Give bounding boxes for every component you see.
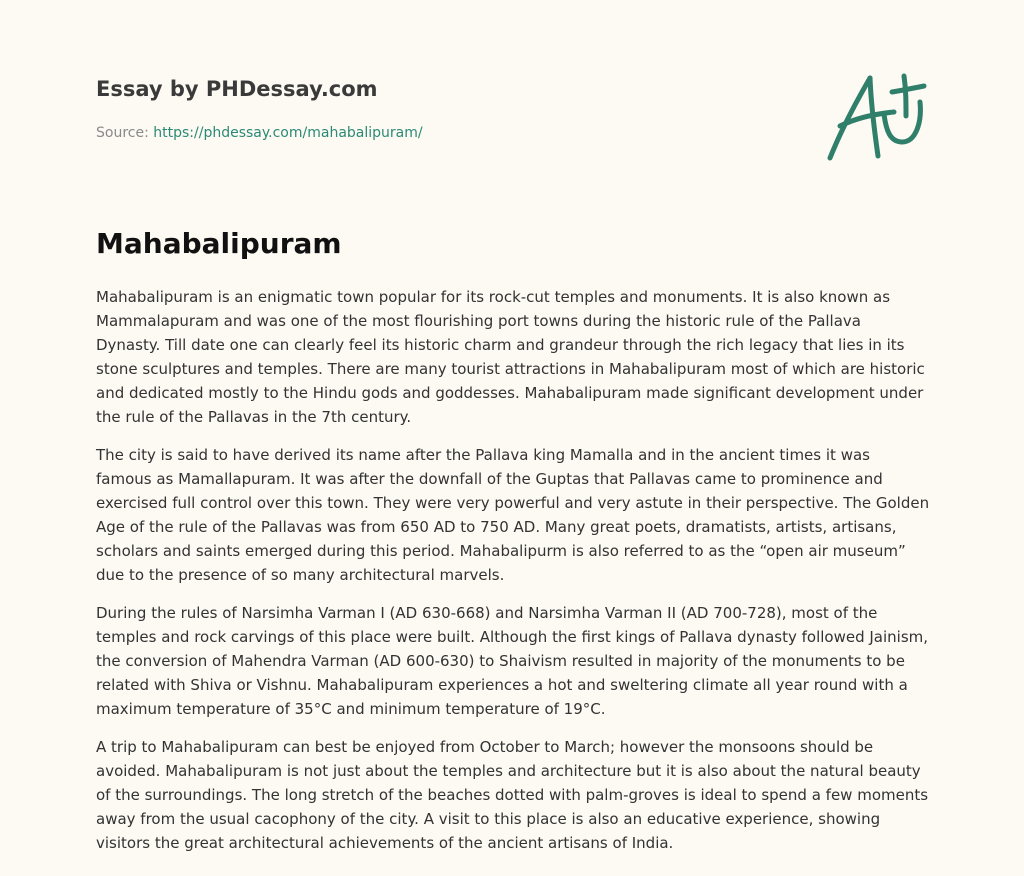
paragraph-2: The city is said to have derived its name after the Pallava king Mamalla and in the ancient times it was famous as Mamallapuram. It was after the downfall of the Guptas that Pallavas came to prominence and exercised full control over this town. They were very powerful and very astute in their perspective. The Golden Age of the rule of the Pallavas was from 650 AD to 750 AD. Many great poets, dramatists, artists, artisans, scholars and saints emerged during this period. Mahabalipurm is also referred to as the “open air museum” due to the presence of so many architectural marvels. xyxy=(96,446,930,584)
source-line xyxy=(96,122,796,144)
page-title: Mahabalipuram xyxy=(96,227,342,260)
a-plus-logo-icon xyxy=(822,66,930,166)
source-label: Source: xyxy=(96,125,149,141)
paragraph-1: Mahabalipuram is an enigmatic town popular for its rock-cut temples and monuments. It is also known as Mammalapuram and was one of the most flourishing port towns during the historic rule of the Pallava Dynasty. Till date one can clearly feel its historic charm and grandeur through the rich legacy that lies in its stone sculptures and temples. There are many tourist attractions in Mahabalipuram most of which are historic and dedicated mostly to the Hindu gods and goddesses. Mahabalipuram made significant development under the rule of the Pallavas in the 7th century. xyxy=(96,288,925,426)
article-body xyxy=(96,285,930,869)
paragraph-4: A trip to Mahabalipuram can best be enjoyed from October to March; however the monsoons should be avoided. Mahabalipuram is not just about the temples and architecture but it is also about the natural beauty of the surroundings. The long stretch of the beaches dotted with palm-groves is ideal to spend a few moments away from the usual cacophony of the city. A visit to this place is also an educative experience, showing visitors the great architectural achievements of the ancient artisans of India. xyxy=(96,738,929,852)
essay-header xyxy=(96,72,796,144)
paragraph-3: During the rules of Narsimha Varman I (AD 630-668) and Narsimha Varman II (AD 700-728), most of the temples and rock carvings of this place were built. Although the first kings of Pallava dynasty followed Jainism, the conversion of Mahendra Varman (AD 600-630) to Shaivism resulted in majority of the monuments to be related with Shiva or Vishnu. Mahabalipuram experiences a hot and sweltering climate all year round with a maximum temperature of 35°C and minimum temperature of 19°C. xyxy=(96,604,929,718)
source-link[interactable]: https://phdessay.com/mahabalipuram/ xyxy=(153,125,423,141)
site-brand: Essay by PHDessay.com xyxy=(96,77,378,101)
